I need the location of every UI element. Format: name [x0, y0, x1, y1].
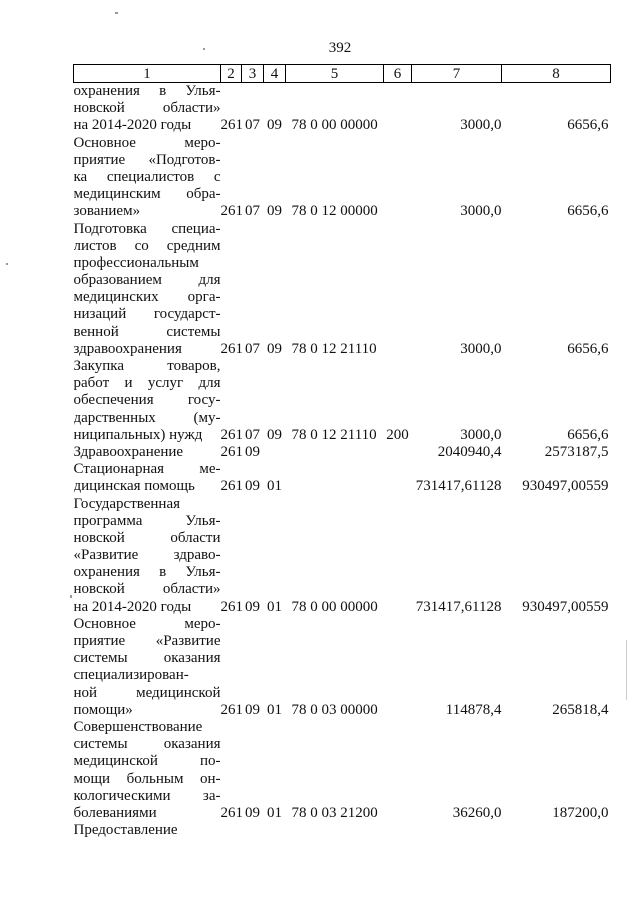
description-line: обеспечения госу-	[73, 392, 221, 409]
cell-target-article: 78 0 12 21110	[291, 426, 377, 443]
description-line: системы оказания	[73, 736, 221, 753]
row-description	[74, 444, 221, 461]
cell-amount-2017: 114878,4	[445, 701, 502, 718]
cell-expense-type	[384, 221, 412, 359]
cell-section	[242, 822, 264, 839]
description-line: на 2014-2020 годы	[73, 117, 192, 134]
cell-subsection: 09	[267, 426, 282, 443]
cell-admin-code: 261	[220, 478, 243, 495]
description-line: Совершенствование	[73, 718, 203, 735]
description-line: мощи больным он-	[73, 770, 221, 787]
table-row	[74, 822, 611, 839]
description-line: системы оказания	[73, 650, 221, 667]
cell-target-article	[286, 822, 384, 839]
table-row	[74, 221, 611, 359]
description-line: кологическими за-	[73, 787, 221, 804]
budget-table	[73, 64, 611, 839]
header-col-8: 8	[502, 65, 611, 83]
cell-amount-2017: 3000,0	[460, 117, 502, 134]
description-line: работ и услуг для	[73, 375, 221, 392]
table-row	[74, 616, 611, 719]
description-line: болеваниями	[73, 804, 157, 821]
cell-admin-code: 261	[220, 203, 243, 220]
description-line: новской области»	[73, 581, 221, 598]
description-line: медицинской по-	[73, 753, 221, 770]
row-description	[74, 461, 221, 495]
cell-amount-2018: 6656,6	[567, 426, 609, 443]
header-col-5: 5	[286, 65, 384, 83]
description-line: помощи»	[73, 701, 133, 718]
description-line: венной системы	[73, 323, 221, 340]
description-line: Основное меро-	[73, 134, 221, 151]
cell-expense-type	[384, 83, 412, 135]
header-col-3: 3	[242, 65, 264, 83]
table-row	[74, 444, 611, 461]
cell-subsection: 09	[267, 340, 282, 357]
description-line: программа Улья-	[73, 512, 221, 529]
cell-target-article	[286, 461, 384, 495]
description-line: медицинским обра-	[73, 186, 221, 203]
cell-amount-2018	[502, 822, 611, 839]
cell-subsection	[264, 822, 286, 839]
description-line: дицинская помощь	[73, 478, 195, 495]
cell-amount-2018: 265818,4	[552, 701, 609, 718]
table-row	[74, 83, 611, 135]
cell-amount-2017: 2040940,4	[437, 443, 502, 460]
cell-amount-2018: 187200,0	[552, 804, 609, 821]
description-line: образованием для	[73, 272, 221, 289]
cell-section: 07	[245, 426, 260, 443]
header-col-4: 4	[264, 65, 286, 83]
cell-admin-code: 261	[220, 340, 243, 357]
scan-speck	[70, 595, 72, 598]
description-line: ной медицинской	[73, 684, 221, 701]
cell-subsection	[264, 444, 286, 461]
row-description	[74, 221, 221, 359]
description-line: Закупка товаров,	[73, 358, 221, 374]
cell-amount-2018: 930497,00559	[522, 598, 609, 615]
table-row	[74, 358, 611, 444]
description-line: Государственная	[73, 495, 181, 512]
cell-expense-type	[384, 616, 412, 719]
cell-section: 09	[245, 701, 260, 718]
description-line: ка специалистов с	[73, 168, 221, 185]
description-line: охранения в Улья-	[73, 564, 221, 581]
description-line: на 2014-2020 годы	[73, 598, 192, 615]
description-line: дарственных (му-	[73, 409, 221, 426]
scan-speck	[115, 12, 118, 14]
row-description	[74, 83, 221, 135]
scan-speck	[6, 263, 8, 265]
description-line: охранения в Улья-	[73, 83, 221, 99]
table-body	[74, 83, 611, 840]
cell-expense-type	[384, 135, 412, 221]
cell-subsection: 09	[267, 117, 282, 134]
header-col-1: 1	[74, 65, 221, 83]
description-line: здравоохранения	[73, 340, 182, 357]
scan-speck	[203, 48, 205, 50]
description-line: низаций государст-	[73, 306, 221, 323]
header-col-6: 6	[384, 65, 412, 83]
cell-target-article: 78 0 12 00000	[291, 203, 378, 220]
cell-section: 09	[245, 478, 260, 495]
description-line: листов со средним	[73, 237, 221, 254]
cell-admin-code: 261	[220, 804, 243, 821]
scan-speck	[626, 640, 627, 700]
cell-admin-code: 261	[220, 443, 243, 460]
page-number: 392	[328, 40, 352, 56]
description-line: Подготовка специа-	[73, 220, 221, 237]
cell-amount-2017: 3000,0	[460, 426, 502, 443]
cell-admin-code: 261	[220, 598, 243, 615]
row-description	[74, 616, 221, 719]
cell-admin-code: 261	[220, 426, 243, 443]
cell-subsection: 01	[267, 598, 282, 615]
cell-section: 09	[245, 804, 260, 821]
cell-amount-2018: 6656,6	[567, 340, 609, 357]
cell-target-article: 78 0 03 00000	[291, 701, 378, 718]
description-line: профессиональным	[73, 254, 199, 271]
cell-section: 09	[245, 598, 260, 615]
description-line: Основное меро-	[73, 615, 221, 632]
table-row	[74, 496, 611, 616]
cell-amount-2017: 3000,0	[460, 203, 502, 220]
description-line: Стационарная ме-	[73, 461, 221, 478]
description-line: ниципальных) нужд	[73, 426, 203, 443]
description-line: зованием»	[73, 203, 141, 220]
cell-amount-2017: 731417,61128	[415, 478, 502, 495]
cell-amount-2018: 2573187,5	[544, 443, 609, 460]
description-line: Здравоохранение	[73, 443, 184, 460]
cell-target-article: 78 0 00 00000	[291, 117, 378, 134]
cell-section: 07	[245, 203, 260, 220]
description-line: специализирован-	[73, 667, 189, 684]
cell-expense-type	[384, 719, 412, 822]
table-row	[74, 719, 611, 822]
header-row	[74, 65, 611, 83]
description-line: приятие «Развитие	[73, 633, 221, 650]
cell-subsection: 01	[267, 804, 282, 821]
description-line: новской области»	[73, 100, 221, 117]
row-description	[74, 719, 221, 822]
cell-target-article: 78 0 00 00000	[291, 598, 378, 615]
cell-admin-code: 261	[220, 701, 243, 718]
cell-amount-2017: 731417,61128	[415, 598, 502, 615]
description-line: «Развитие здраво-	[73, 547, 221, 564]
description-line: медицинских орга-	[73, 289, 221, 306]
cell-amount-2018: 6656,6	[567, 203, 609, 220]
header-col-7: 7	[412, 65, 502, 83]
cell-amount-2017	[412, 822, 502, 839]
cell-subsection: 09	[267, 203, 282, 220]
cell-expense-type	[384, 444, 412, 461]
row-description	[74, 822, 221, 839]
cell-section: 09	[245, 443, 260, 460]
table-row	[74, 461, 611, 495]
table-row	[74, 135, 611, 221]
cell-admin-code: 261	[220, 117, 243, 134]
cell-target-article: 78 0 12 21110	[291, 340, 377, 357]
description-line: Предоставление	[73, 822, 178, 839]
cell-amount-2017: 3000,0	[460, 340, 502, 357]
cell-amount-2018: 930497,00559	[522, 478, 609, 495]
cell-expense-type	[384, 461, 412, 495]
cell-section: 07	[245, 117, 260, 134]
cell-amount-2017: 36260,0	[452, 804, 502, 821]
row-description	[74, 496, 221, 616]
description-line: приятие «Подготов-	[73, 151, 221, 168]
cell-section: 07	[245, 340, 260, 357]
cell-subsection: 01	[267, 701, 282, 718]
description-line: новской области	[73, 529, 221, 546]
cell-amount-2018: 6656,6	[567, 117, 609, 134]
cell-admin-code	[221, 822, 242, 839]
row-description	[74, 358, 221, 444]
row-description	[74, 135, 221, 221]
cell-target-article: 78 0 03 21200	[291, 804, 378, 821]
cell-target-article	[286, 444, 384, 461]
header-col-2: 2	[221, 65, 242, 83]
cell-expense-type: 200	[386, 426, 409, 443]
cell-subsection: 01	[267, 478, 282, 495]
cell-expense-type	[384, 822, 412, 839]
cell-expense-type	[384, 496, 412, 616]
